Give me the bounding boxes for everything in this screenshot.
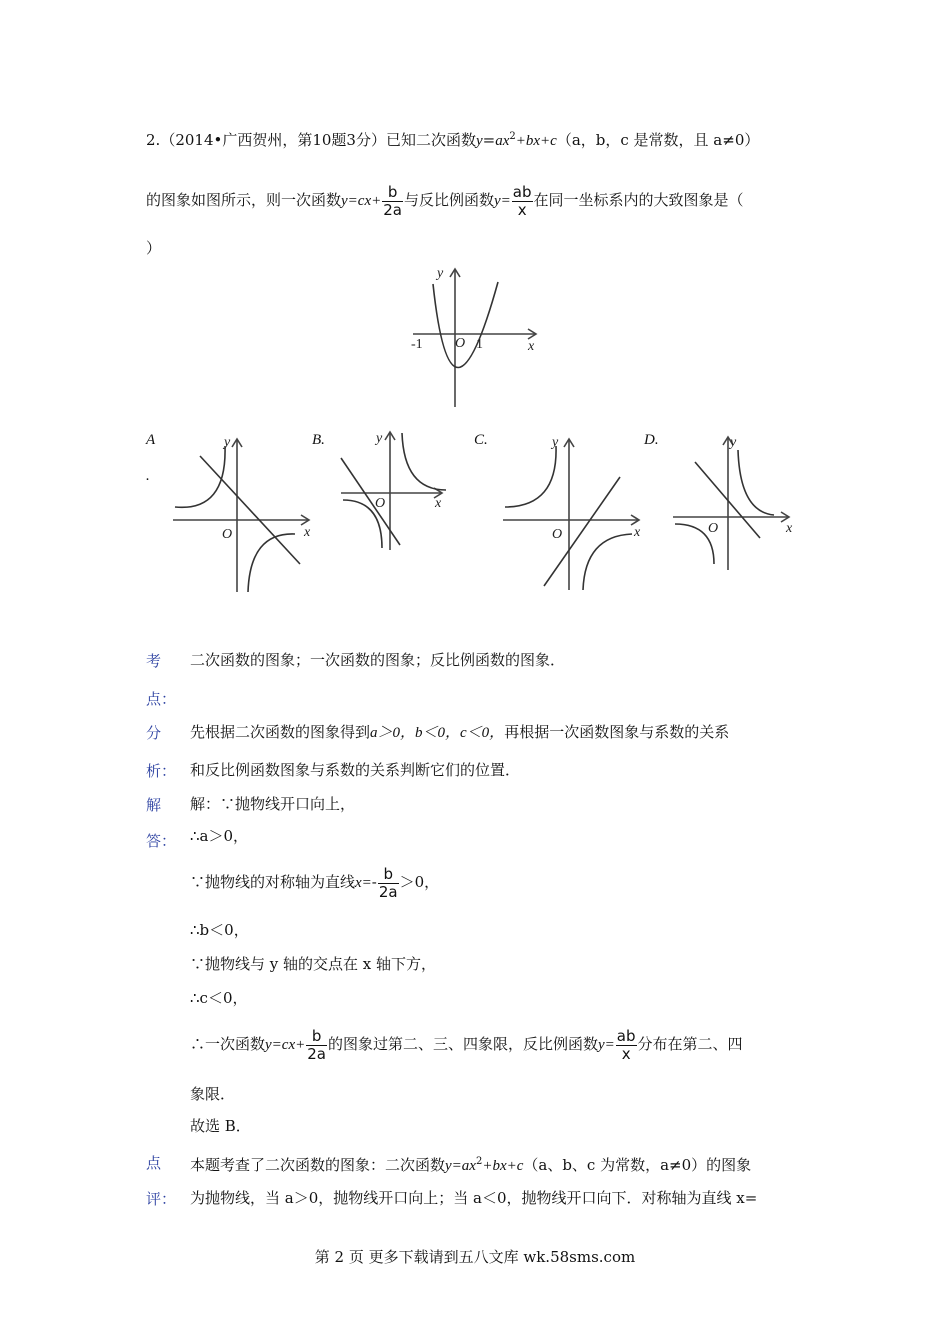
solution-step-3: ∵抛物线的对称轴为直线x=- $\frac{b}{2a}$ ＞0，: [190, 864, 440, 901]
dianping-label-2: 评：: [146, 1190, 177, 1208]
option-c-graph: [500, 432, 648, 592]
svg-text:y: y: [552, 435, 559, 450]
fraction-ab-over-x-step7: $\frac{ab}{x}$: [616, 1026, 636, 1063]
page-footer: 第 2 页 更多下载请到五八文库 wk.58sms.com: [314, 1248, 636, 1266]
jieda-label-1: 解: [146, 796, 162, 814]
option-d-graph: [670, 432, 802, 572]
svg-text:y: y: [376, 431, 383, 446]
svg-text:y: y: [730, 435, 737, 450]
fig-minus-one-label: -1: [411, 337, 423, 352]
dianping-text-1: 本题考查了二次函数的图象：二次函数$y=ax^2+bx+c(a$、b、c 为常数，a≠0）的图象: [190, 1156, 752, 1174]
solution-step-6: ∴c＜0，: [190, 989, 248, 1007]
fraction-b-over-2a: $\frac{b}{2a}$: [383, 182, 402, 219]
fenxi-text-2: 和反比例函数图象与系数的关系判断它们的位置．: [190, 761, 521, 779]
fenxi-label-2: 析：: [146, 762, 177, 780]
solution-step-7: ∴一次函数y=cx+ $\frac{b}{2a}$ 的图象过第二、三、四象限，反比例函数y= $\frac{ab}{x}$ 分布在第二、四: [190, 1026, 743, 1063]
svg-text:x: x: [435, 496, 442, 511]
solution-step-5: ∵抛物线与 y 轴的交点在 x 轴下方，: [190, 955, 437, 973]
parabola-curve: [433, 282, 498, 368]
option-d-label: D.: [644, 432, 659, 448]
svg-text:x: x: [634, 525, 641, 540]
svg-text:O: O: [222, 527, 233, 542]
kaodian-label-1: 考: [146, 652, 162, 670]
fenxi-text-1: 先根据二次函数的图象得到a＞0，b＜0，c＜0，再根据一次函数图象与系数的关系: [190, 723, 730, 741]
option-a-label: A: [146, 432, 156, 448]
option-c-label: C.: [474, 432, 488, 448]
svg-text:O: O: [375, 496, 386, 511]
solution-step-4: ∴b＜0，: [190, 921, 249, 939]
solution-step-8: 象限．: [190, 1085, 236, 1103]
option-b-label: B.: [312, 432, 325, 448]
option-b-graph: [338, 428, 453, 550]
solution-step-2: ∴a＞0，: [190, 827, 249, 845]
svg-text:O: O: [708, 521, 719, 536]
fig-x-label: x: [528, 339, 535, 354]
svg-text:x: x: [786, 521, 793, 536]
dianping-text-2: 为抛物线，当 a＞0，抛物线开口向上；当 a＜0，抛物线开口向下．对称轴为直线 x=: [190, 1189, 758, 1207]
option-a-dot: .: [146, 468, 150, 484]
question-line-2: 的图象如图所示，则一次函数y=cx+ $\frac{b}{2a}$ 与反比例函数y= $\frac{ab}{x}$ 在同一坐标系内的大致图象是（: [146, 182, 744, 219]
kaodian-text: 二次函数的图象；一次函数的图象；反比例函数的图象．: [190, 651, 566, 669]
svg-text:O: O: [552, 527, 563, 542]
svg-text:x: x: [304, 525, 311, 540]
fenxi-label-1: 分: [146, 724, 162, 742]
solution-step-1: 解：∵抛物线开口向上，: [190, 795, 356, 813]
parabola-figure: [405, 262, 545, 412]
fraction-b-over-2a-step7: $\frac{b}{2a}$: [307, 1026, 326, 1063]
fraction-ab-over-x: $\frac{ab}{x}$: [512, 182, 532, 219]
fig-origin-label: O: [455, 336, 466, 351]
svg-text:y: y: [224, 435, 231, 450]
fraction-b-over-2a-solution: $\frac{b}{2a}$: [378, 864, 398, 901]
jieda-label-2: 答：: [146, 832, 177, 850]
question-line-1: 2.（2014•广西贺州，第10题3分）已知二次函数$y=ax^2+bx+c(a$，b，c 是常数，且 a≠0）: [146, 131, 760, 149]
dianping-label-1: 点: [146, 1154, 162, 1172]
kaodian-label-2: 点：: [146, 690, 177, 708]
fig-y-label: y: [437, 266, 444, 281]
question-line-3: ）: [146, 239, 162, 257]
fig-one-label: 1: [476, 337, 483, 352]
option-a-graph: [170, 432, 320, 594]
solution-step-9: 故选 B．: [190, 1117, 251, 1135]
